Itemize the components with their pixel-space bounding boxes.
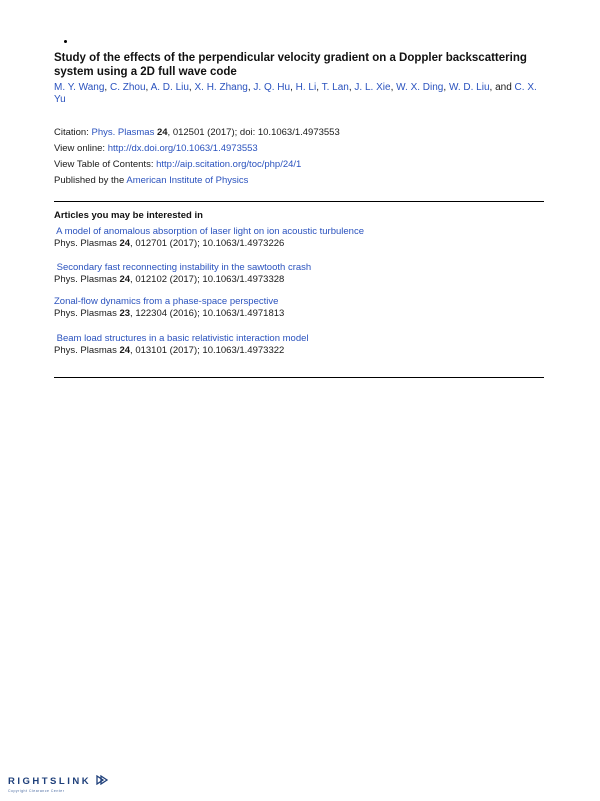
- related-article-link[interactable]: Secondary fast reconnecting instability in the sawtooth crash: [54, 262, 312, 273]
- published-by-line: [54, 175, 544, 187]
- related-article-ref: Phys. Plasmas 24, 013101 (2017); 10.1063/1.4973322: [54, 345, 285, 356]
- view-online-line: [54, 143, 544, 155]
- related-article: [54, 262, 544, 286]
- view-toc-line: [54, 159, 544, 171]
- rightslink-logo-text: RIGHTSLINK: [8, 776, 92, 787]
- view-toc-label: View Table of Contents:: [54, 159, 154, 170]
- publisher-link[interactable]: American Institute of Physics: [126, 175, 249, 186]
- author-list: [54, 82, 544, 106]
- author-separator: ,: [290, 82, 296, 93]
- view-online-link[interactable]: http://dx.doi.org/10.1063/1.4973553: [107, 143, 258, 154]
- related-article-ref: Phys. Plasmas 23, 122304 (2016); 10.1063/1.4971813: [54, 308, 285, 319]
- author-link[interactable]: A. D. Liu: [150, 82, 189, 93]
- related-article: [54, 296, 544, 320]
- author-separator: ,: [316, 82, 322, 93]
- related-article-link[interactable]: A model of anomalous absorption of laser light on ion acoustic turbulence: [54, 226, 364, 237]
- related-article-link[interactable]: Zonal-flow dynamics from a phase-space perspective: [54, 296, 279, 307]
- author-link[interactable]: W. X. Ding: [396, 82, 444, 93]
- top-divider: [54, 201, 544, 202]
- author-link[interactable]: J. L. Xie: [354, 82, 391, 93]
- articles-heading: Articles you may be interested in: [54, 210, 203, 221]
- stray-dot: [64, 40, 67, 43]
- citation-volume: 24: [156, 127, 168, 138]
- rightslink-logo[interactable]: [8, 771, 108, 793]
- author-joiner: , and: [489, 82, 515, 93]
- author-link[interactable]: M. Y. Wang: [54, 82, 105, 93]
- related-article-ref: Phys. Plasmas 24, 012102 (2017); 10.1063/1.4973328: [54, 274, 285, 285]
- author-separator: ,: [188, 82, 195, 93]
- author-link[interactable]: C. X. Yu: [54, 82, 537, 105]
- related-article: [54, 226, 544, 250]
- related-article: [54, 333, 544, 357]
- bottom-divider: [54, 377, 544, 378]
- related-article-ref: Phys. Plasmas 24, 012701 (2017); 10.1063/1.4973226: [54, 238, 285, 249]
- citation-line: [54, 127, 544, 139]
- author-link[interactable]: J. Q. Hu: [253, 82, 291, 93]
- author-link[interactable]: W. D. Liu: [448, 82, 490, 93]
- related-article-link[interactable]: Beam load structures in a basic relativistic interaction model: [54, 333, 309, 344]
- author-separator: ,: [348, 82, 355, 93]
- rightslink-arrow-icon: [96, 775, 108, 785]
- paper-title: Study of the effects of the perpendicular velocity gradient on a Doppler backscattering system using a 2D full wave code: [54, 52, 527, 78]
- author-separator: ,: [145, 82, 151, 93]
- author-separator: ,: [443, 82, 449, 93]
- view-online-label: View online:: [54, 143, 106, 154]
- citation-label: Citation:: [54, 127, 89, 138]
- view-toc-link[interactable]: http://aip.scitation.org/toc/php/24/1: [156, 159, 302, 170]
- rightslink-subtitle: Copyright Clearance Center: [8, 789, 65, 793]
- citation-journal-link[interactable]: Phys. Plasmas: [91, 127, 155, 138]
- author-separator: ,: [104, 82, 110, 93]
- published-by-label: Published by the: [54, 175, 125, 186]
- author-link[interactable]: X. H. Zhang: [194, 82, 248, 93]
- author-link[interactable]: H. Li: [295, 82, 317, 93]
- author-separator: ,: [390, 82, 397, 93]
- author-link[interactable]: T. Lan: [321, 82, 349, 93]
- citation-details: , 012501 (2017); doi: 10.1063/1.4973553: [167, 127, 340, 138]
- author-link[interactable]: C. Zhou: [109, 82, 146, 93]
- author-separator: ,: [247, 82, 254, 93]
